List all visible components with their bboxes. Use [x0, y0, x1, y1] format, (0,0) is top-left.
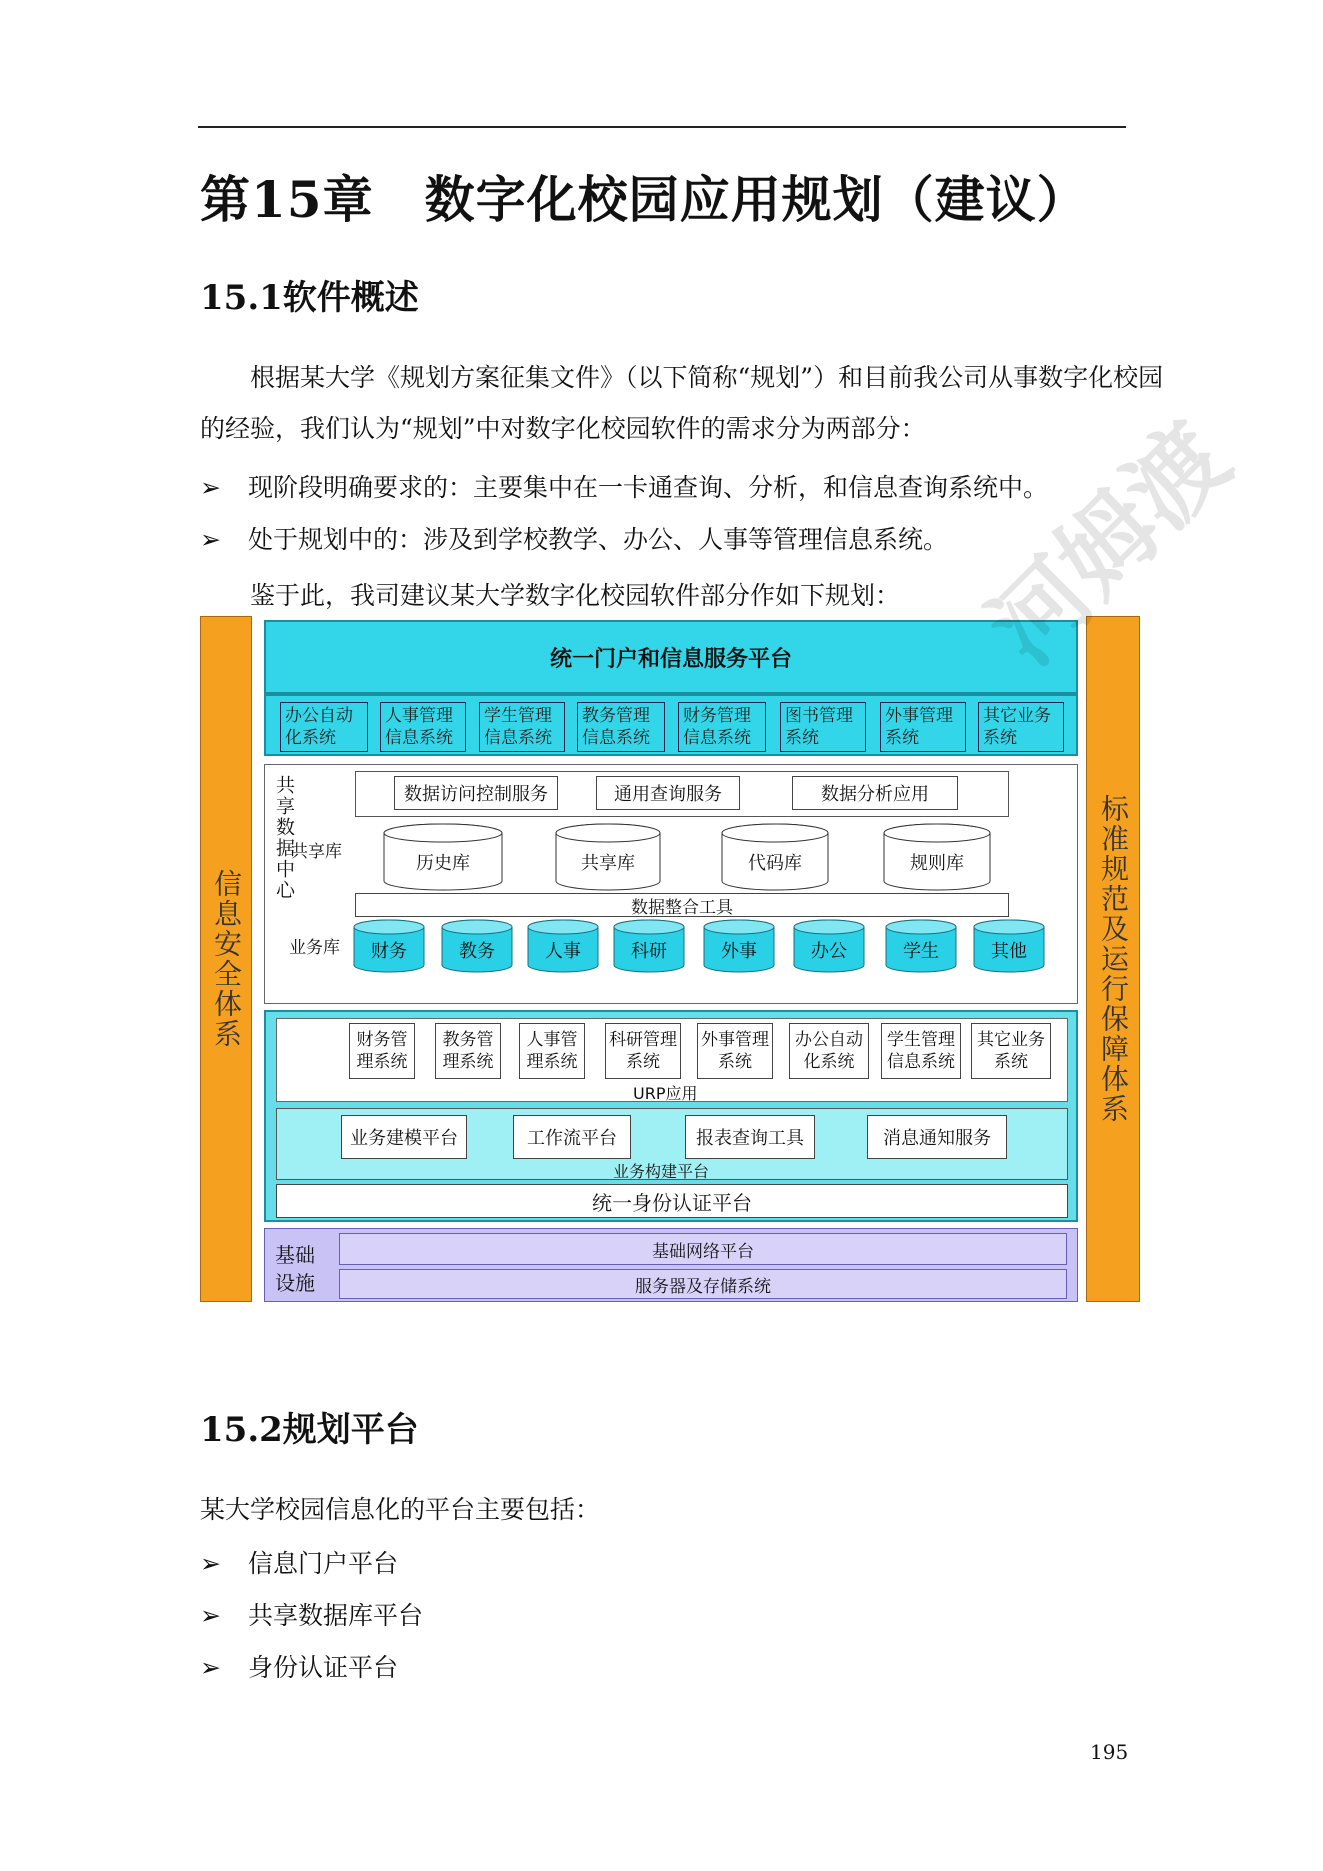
urp-app-box: 学生管理信息系统: [881, 1023, 961, 1079]
business-db-cylinder: 教务: [441, 919, 513, 973]
architecture-diagram: [200, 616, 1140, 1304]
business-db-cylinder: 外事: [703, 919, 775, 973]
infra-item: 服务器及存储系统: [339, 1269, 1067, 1299]
shared-center-label: 共享数据中心: [273, 775, 295, 901]
standards-pillar: 标准规范及运行保障体系: [1086, 616, 1140, 1302]
service-box: 数据分析应用: [792, 776, 958, 810]
shared-data-center: [264, 764, 1078, 1004]
services-group: [355, 771, 1009, 817]
section-title-15-2: 15.2规划平台: [200, 1410, 419, 1450]
platform-tool: 消息通知服务: [867, 1115, 1007, 1159]
infra-item: 基础网络平台: [339, 1233, 1067, 1265]
business-db-cylinder: 其他: [973, 919, 1045, 973]
arrow-bullet-icon: ➢: [200, 1653, 221, 1682]
chapter-title: 第15章 数字化校园应用规划（建议）: [200, 170, 1088, 229]
urp-app-box: 教务管理系统: [435, 1023, 501, 1079]
business-system: 教务管理信息系统: [577, 702, 665, 752]
business-system: 外事管理系统: [880, 702, 966, 752]
portal-platform: 统一门户和信息服务平台: [264, 620, 1078, 694]
platform-label: 业务构建平台: [613, 1162, 710, 1181]
business-db-cylinder: 学生: [885, 919, 957, 973]
database-cylinder: 共享库: [555, 823, 661, 891]
urp-app-box: 财务管理系统: [349, 1023, 415, 1079]
urp-app-box: 其它业务系统: [971, 1023, 1051, 1079]
header-rule: [198, 126, 1126, 128]
business-db-cylinder: 办公: [793, 919, 865, 973]
platform-tool: 报表查询工具: [685, 1115, 815, 1159]
urp-app-box: 外事管理系统: [697, 1023, 773, 1079]
urp-app-box: 科研管理系统: [605, 1023, 681, 1079]
business-db-cylinder: 人事: [527, 919, 599, 973]
business-build-platform: [276, 1108, 1068, 1180]
bullet-item: ➢ 身份认证平台: [200, 1653, 399, 1682]
intro-paragraph: 根据某大学《规划方案征集文件》（以下简称“规划”）和目前我公司从事数字化校园的经验，我们认为“规划”中对数字化校园软件的需求分为两部分：: [200, 363, 1164, 443]
database-cylinder: 历史库: [383, 823, 503, 891]
business-system: 图书管理系统: [780, 702, 866, 752]
bullet-item: ➢ 共享数据库平台: [200, 1601, 424, 1630]
page-number: 195: [1090, 1740, 1129, 1764]
infrastructure-group: [264, 1228, 1078, 1302]
business-systems-row: [264, 694, 1078, 756]
business-system: 办公自动化系统: [280, 702, 368, 752]
platform-tool: 业务建模平台: [341, 1115, 467, 1159]
platform-intro: 某大学校园信息化的平台主要包括：: [200, 1495, 601, 1524]
bullet-item: ➢ 现阶段明确要求的：主要集中在一卡通查询、分析，和信息查询系统中。: [200, 473, 1049, 502]
arrow-bullet-icon: ➢: [200, 1549, 221, 1578]
arrow-bullet-icon: ➢: [200, 473, 221, 502]
business-db-label: 业务库: [289, 938, 340, 958]
bullet-item: ➢ 信息门户平台: [200, 1549, 399, 1578]
bullet-item: ➢ 处于规划中的：涉及到学校教学、办公、人事等管理信息系统。: [200, 525, 949, 554]
service-box: 通用查询服务: [596, 776, 740, 810]
database-cylinder: 规则库: [883, 823, 991, 891]
urp-label: URP应用: [633, 1084, 698, 1103]
arrow-bullet-icon: ➢: [200, 525, 221, 554]
arrow-bullet-icon: ➢: [200, 1601, 221, 1630]
urp-platform-group: [264, 1010, 1078, 1222]
infra-label: 基础设施: [275, 1243, 315, 1295]
watermark-logo: 河姆渡: [967, 401, 1251, 686]
section-title-15-1: 15.1软件概述: [200, 278, 419, 318]
business-system: 财务管理信息系统: [678, 702, 766, 752]
business-system: 人事管理信息系统: [380, 702, 466, 752]
shared-db-label: 共享库: [291, 842, 342, 862]
business-system: 学生管理信息系统: [479, 702, 565, 752]
service-box: 数据访问控制服务: [394, 776, 558, 810]
platform-tool: 工作流平台: [513, 1115, 631, 1159]
business-db-cylinder: 财务: [353, 919, 425, 973]
security-pillar: 信息安全体系: [200, 616, 252, 1302]
urp-apps-group: [276, 1018, 1068, 1102]
lead-in-paragraph: 鉴于此，我司建议某大学数字化校园软件部分作如下规划：: [250, 581, 901, 610]
database-cylinder: 代码库: [721, 823, 829, 891]
auth-platform: 统一身份认证平台: [276, 1184, 1068, 1218]
business-db-cylinder: 科研: [613, 919, 685, 973]
integration-tool-bar: 数据整合工具: [355, 893, 1009, 917]
business-system: 其它业务系统: [978, 702, 1064, 752]
urp-app-box: 办公自动化系统: [789, 1023, 869, 1079]
urp-app-box: 人事管理系统: [519, 1023, 585, 1079]
